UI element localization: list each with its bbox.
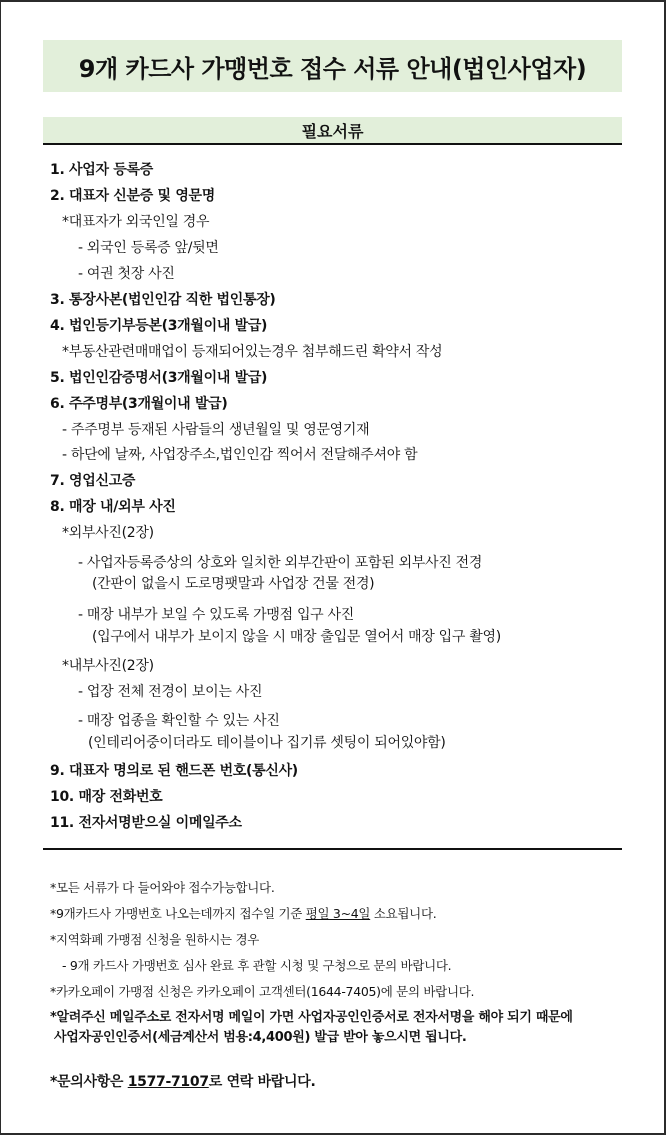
note-line — [50, 906, 436, 922]
list-item: 6. 주주명부(3개월이내 발급) — [50, 396, 228, 412]
list-item: 3. 통장사본(법인인감 직한 법인통장) — [50, 292, 276, 308]
list-item: - 하단에 날짜, 사업장주소,법인인감 찍어서 전달해주셔야 함 — [62, 447, 418, 463]
contact-line — [50, 1074, 316, 1090]
list-item: 8. 매장 내/외부 사진 — [50, 499, 176, 515]
contact-phone[interactable]: 1577-7107 — [127, 1074, 209, 1090]
list-item: - 업장 전체 전경이 보이는 사진 — [78, 684, 263, 700]
list-item: (간판이 없을시 도로명팻말과 사업장 건물 전경) — [92, 576, 375, 592]
list-item: - 매장 내부가 보일 수 있도록 가맹점 입구 사진 — [78, 607, 354, 623]
note-line: *카카오페이 가맹점 신청은 카카오페이 고객센터(1644-7405)에 문의 바랍니다. — [50, 984, 475, 999]
list-item: *부동산관련매매업이 등재되어있는경우 첨부해드린 확약서 작성 — [62, 344, 443, 360]
list-item: - 사업자등록증상의 상호와 일치한 외부간판이 포함된 외부사진 전경 — [78, 555, 483, 571]
note-line: 사업자공인인증서(세금계산서 범용:4,400원) 발급 받아 놓으시면 됩니다. — [54, 1030, 467, 1045]
list-item: 7. 영업신고증 — [50, 473, 136, 489]
note-line: - 9개 카드사 가맹번호 심사 완료 후 관할 시청 및 구청으로 문의 바랍니다. — [62, 958, 452, 973]
list-item: (입구에서 내부가 보이지 않을 시 매장 출입문 열어서 매장 입구 촬영) — [92, 629, 501, 645]
section-header — [43, 117, 622, 145]
note-underlined: 평일 3~4일 — [305, 906, 371, 921]
list-item: 10. 매장 전화번호 — [50, 789, 163, 805]
list-item: (인테리어중이더라도 테이블이나 집기류 셋팅이 되어있야함) — [88, 735, 446, 751]
list-item: 9. 대표자 명의로 된 핸드폰 번호(통신사) — [50, 763, 298, 779]
list-item: *대표자가 외국인일 경우 — [62, 214, 210, 230]
list-item: 2. 대표자 신분증 및 영문명 — [50, 188, 215, 204]
list-item: 5. 법인인감증명서(3개월이내 발급) — [50, 370, 268, 386]
note-text: 소요됩니다. — [370, 906, 437, 921]
list-item: - 여권 첫장 사진 — [78, 266, 175, 282]
list-item: *외부사진(2장) — [62, 525, 154, 541]
list-item: 1. 사업자 등록증 — [50, 162, 153, 178]
note-text: *문의사항은 — [50, 1074, 128, 1090]
list-item: - 주주명부 등재된 사람들의 생년월일 및 영문영기재 — [62, 422, 370, 438]
section-title: 필요서류 — [301, 121, 364, 141]
note-text: 로 연락 바랍니다. — [208, 1074, 316, 1090]
note-line: *모든 서류가 다 들어와야 접수가능합니다. — [50, 880, 275, 895]
page-title: 9개 카드사 가맹번호 접수 서류 안내(법인사업자) — [78, 54, 587, 83]
note-line: *지역화폐 가맹점 신청을 원하시는 경우 — [50, 932, 260, 947]
list-item: 11. 전자서명받으실 이메일주소 — [50, 815, 242, 831]
list-item: - 외국인 등록증 앞/뒷면 — [78, 240, 219, 256]
list-item: *내부사진(2장) — [62, 658, 154, 674]
section-divider — [43, 848, 622, 850]
note-text: *9개카드사 가맹번호 나오는데까지 접수일 기준 — [50, 906, 306, 921]
note-line: *알려주신 메일주소로 전자서명 메일이 가면 사업자공인인증서로 전자서명을 해야 되기 때문에 — [50, 1010, 573, 1025]
list-item: - 매장 업종을 확인할 수 있는 사진 — [78, 713, 280, 729]
title-banner — [43, 40, 622, 92]
list-item: 4. 법인등기부등본(3개월이내 발급) — [50, 318, 268, 334]
